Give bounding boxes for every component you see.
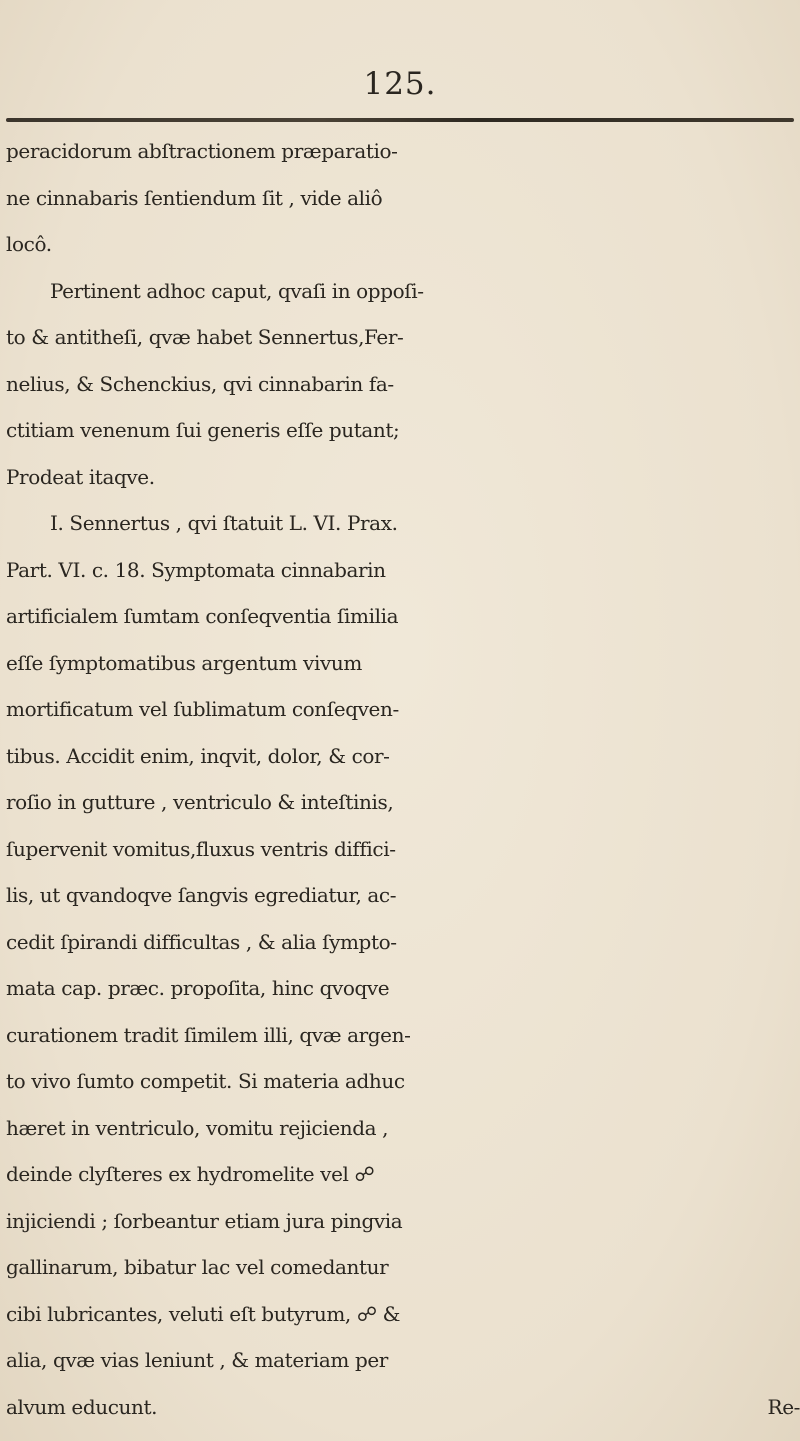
text-line: lis, ut qvandoqve ſangvis egrediatur, ac- [6, 883, 397, 907]
text-line: peracidorum abſtractionem præparatio- [6, 139, 398, 163]
text-line: tibus. Accidit enim, inqvit, dolor, & cor- [6, 743, 390, 768]
catchword: Re- [767, 1394, 800, 1419]
text-line: Part. VI. c. 18. Symptomata cinnabarin [6, 557, 386, 582]
text-line: ne cinnabaris ſentiendum ſit , vide aliô [6, 185, 383, 210]
text-line: alvum educunt. [6, 1394, 158, 1419]
body-text [6, 128, 800, 1430]
text-line: locô. [6, 232, 52, 256]
text-line: hæret in ventriculo, vomitu rejicienda , [6, 1115, 389, 1140]
text-line: ſupervenit vomitus,fluxus ventris diffici- [6, 836, 396, 861]
text-line: gallinarum, bibatur lac vel comedantur [6, 1255, 389, 1279]
text-line: to vivo ſumto competit. Si materia adhuc [6, 1069, 405, 1093]
text-line: mortificatum vel ſublimatum conſeqven- [6, 697, 399, 721]
text-line: curationem tradit ſimilem illi, qvæ argen- [6, 1022, 411, 1047]
text-line: nelius, & Schenckius, qvi cinnabarin fa- [6, 371, 394, 396]
text-line: ctitiam venenum ſui generis eſſe putant; [6, 418, 400, 442]
text-line: deinde clyſteres ex hydromelite vel ☍ [6, 1162, 375, 1186]
header-rule [6, 118, 794, 122]
text-line: artificialem ſumtam conſeqventia ſimilia [6, 604, 399, 628]
text-line: eſſe ſymptomatibus argentum vivum [6, 650, 362, 675]
text-line: to & antitheſi, qvæ habet Sennertus,Fer- [6, 325, 404, 349]
text-line: roſio in gutture , ventriculo & inteſtinis, [6, 790, 394, 814]
last-line [6, 1384, 800, 1431]
text-line: Pertinent adhoc caput, qvaſi in oppoſi- [50, 278, 424, 303]
text-line: injiciendi ; ſorbeantur etiam jura pingvia [6, 1208, 403, 1233]
text-line: Prodeat itaqve. [6, 464, 155, 489]
page-number: 125. [363, 66, 437, 102]
text-line: cibi lubricantes, veluti eſt butyrum, ☍ & [6, 1301, 401, 1326]
text-line: cedit ſpirandi difficultas , & alia ſympto- [6, 929, 397, 954]
text-line: mata cap. præc. propoſita, hinc qvoqve [6, 976, 390, 1000]
text-line: alia, qvæ vias leniunt , & materiam per [6, 1348, 388, 1372]
text-line: I. Sennertus , qvi ſtatuit L. VI. Prax. [50, 511, 398, 535]
